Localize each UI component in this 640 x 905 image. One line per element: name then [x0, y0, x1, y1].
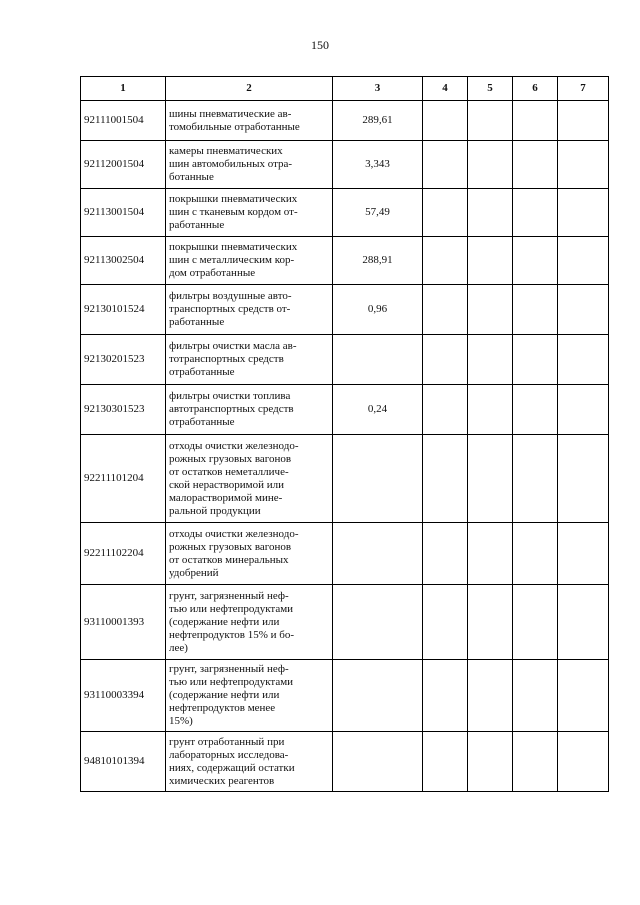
- waste-name-line: фильтры очистки масла ав-: [169, 340, 297, 352]
- empty-cell-col-4: [423, 335, 468, 385]
- waste-name-line: от остатков неметалличе-: [169, 465, 289, 478]
- empty-cell-col-4: [423, 189, 468, 237]
- empty-cell-col-6: [513, 101, 558, 141]
- empty-cell-col-4: [423, 237, 468, 285]
- empty-cell-col-4: [423, 435, 468, 523]
- waste-name-cell: [166, 335, 333, 385]
- empty-cell-col-7: [558, 585, 609, 660]
- waste-name-line: нефтепродуктов менее: [169, 702, 276, 714]
- quantity-cell: [333, 523, 423, 585]
- empty-cell-col-6: [513, 435, 558, 523]
- waste-code-cell: 92211101204: [81, 435, 166, 523]
- waste-name-line: грунт, загрязненный неф-: [169, 663, 289, 675]
- empty-cell-col-6: [513, 732, 558, 792]
- column-header-1: 1: [81, 77, 166, 101]
- waste-name-line: работанные: [169, 219, 225, 231]
- waste-name-line: 15%): [169, 715, 193, 727]
- empty-cell-col-5: [468, 732, 513, 792]
- waste-name-line: ской нерастворимой или: [169, 478, 285, 491]
- quantity-cell: 0,96: [333, 285, 423, 335]
- quantity-cell: 0,24: [333, 385, 423, 435]
- quantity-cell: 289,61: [333, 101, 423, 141]
- empty-cell-col-7: [558, 732, 609, 792]
- waste-name-line: тотранспортных средств: [169, 353, 284, 365]
- waste-name-line: отработанные: [169, 366, 235, 378]
- empty-cell-col-4: [423, 101, 468, 141]
- empty-cell-col-7: [558, 285, 609, 335]
- empty-cell-col-6: [513, 660, 558, 732]
- empty-cell-col-5: [468, 385, 513, 435]
- waste-name-cell: [166, 523, 333, 585]
- waste-name-line: отходы очистки железнодо-: [169, 439, 299, 452]
- waste-name-line: отходы очистки железнодо-: [169, 527, 299, 540]
- waste-name-line: фильтры воздушные авто-: [169, 290, 292, 302]
- waste-name-line: ботанные: [169, 171, 214, 183]
- waste-code-cell: 92130201523: [81, 335, 166, 385]
- waste-code-cell: 92211102204: [81, 523, 166, 585]
- empty-cell-col-7: [558, 435, 609, 523]
- table-row: [81, 732, 609, 792]
- waste-name-line: рожных грузовых вагонов: [169, 452, 292, 465]
- waste-code-cell: 93110003394: [81, 660, 166, 732]
- quantity-cell: [333, 660, 423, 732]
- empty-cell-col-5: [468, 435, 513, 523]
- empty-cell-col-5: [468, 101, 513, 141]
- table-row: [81, 385, 609, 435]
- empty-cell-col-6: [513, 335, 558, 385]
- waste-name-line: тью или нефтепродуктами: [169, 602, 294, 615]
- empty-cell-col-7: [558, 660, 609, 732]
- empty-cell-col-6: [513, 189, 558, 237]
- waste-name-line: камеры пневматических: [169, 145, 283, 157]
- waste-name-line: дом отработанные: [169, 267, 256, 279]
- table-row: [81, 660, 609, 732]
- waste-name-cell: [166, 660, 333, 732]
- column-header-6: 6: [513, 77, 558, 101]
- waste-name-line: рожных грузовых вагонов: [169, 540, 292, 553]
- waste-code-cell: 92111001504: [81, 101, 166, 141]
- waste-name-line: шин с тканевым кордом от-: [169, 206, 298, 218]
- empty-cell-col-6: [513, 237, 558, 285]
- waste-name-cell: [166, 189, 333, 237]
- waste-name-cell: [166, 585, 333, 660]
- empty-cell-col-4: [423, 585, 468, 660]
- empty-cell-col-6: [513, 523, 558, 585]
- empty-cell-col-7: [558, 189, 609, 237]
- waste-name-line: грунт, загрязненный неф-: [169, 589, 289, 602]
- waste-code-cell: 92113002504: [81, 237, 166, 285]
- waste-name-line: нефтепродуктов 15% и бо-: [169, 628, 295, 641]
- waste-name-line: работанные: [169, 316, 225, 328]
- table-row: [81, 523, 609, 585]
- column-header-3: 3: [333, 77, 423, 101]
- waste-name-cell: [166, 435, 333, 523]
- waste-code-cell: 92113001504: [81, 189, 166, 237]
- quantity-cell: 57,49: [333, 189, 423, 237]
- waste-table: [80, 76, 609, 792]
- table-row: [81, 335, 609, 385]
- empty-cell-col-5: [468, 585, 513, 660]
- waste-name-line: грунт отработанный при: [169, 735, 285, 748]
- waste-name-line: шин автомобильных отра-: [169, 158, 293, 170]
- empty-cell-col-4: [423, 732, 468, 792]
- empty-cell-col-4: [423, 385, 468, 435]
- empty-cell-col-4: [423, 141, 468, 189]
- waste-name-line: малорастворимой мине-: [169, 491, 283, 504]
- page-number: 150: [311, 38, 329, 52]
- waste-name-line: автотранспортных средств: [169, 403, 294, 415]
- header-row: [81, 77, 609, 101]
- column-header-5: 5: [468, 77, 513, 101]
- waste-name-cell: [166, 237, 333, 285]
- table-row: [81, 141, 609, 189]
- waste-name-line: транспортных средств от-: [169, 303, 291, 315]
- empty-cell-col-5: [468, 660, 513, 732]
- table-row: [81, 285, 609, 335]
- waste-name-line: тью или нефтепродуктами: [169, 676, 294, 688]
- waste-name-cell: [166, 732, 333, 792]
- waste-name-line: лее): [169, 641, 188, 654]
- empty-cell-col-7: [558, 523, 609, 585]
- waste-name-line: (содержание нефти или: [169, 615, 280, 628]
- waste-name-line: отработанные: [169, 416, 235, 428]
- waste-name-line: покрышки пневматических: [169, 193, 298, 205]
- waste-code-cell: 92130101524: [81, 285, 166, 335]
- column-header-4: 4: [423, 77, 468, 101]
- quantity-cell: [333, 585, 423, 660]
- waste-name-line: лабораторных исследова-: [169, 748, 289, 761]
- waste-name-line: шин с металлическим кор-: [169, 254, 295, 266]
- quantity-cell: [333, 335, 423, 385]
- waste-code-cell: 94810101394: [81, 732, 166, 792]
- empty-cell-col-5: [468, 335, 513, 385]
- empty-cell-col-5: [468, 285, 513, 335]
- empty-cell-col-6: [513, 141, 558, 189]
- waste-name-cell: [166, 141, 333, 189]
- waste-name-line: ниях, содержащий остатки: [169, 761, 295, 774]
- table-row: [81, 101, 609, 141]
- empty-cell-col-5: [468, 189, 513, 237]
- empty-cell-col-5: [468, 141, 513, 189]
- empty-cell-col-7: [558, 237, 609, 285]
- empty-cell-col-7: [558, 385, 609, 435]
- column-header-7: 7: [558, 77, 609, 101]
- waste-code-cell: 92130301523: [81, 385, 166, 435]
- quantity-cell: 288,91: [333, 237, 423, 285]
- empty-cell-col-7: [558, 101, 609, 141]
- waste-name-line: томобильные отработанные: [169, 120, 300, 133]
- empty-cell-col-4: [423, 660, 468, 732]
- empty-cell-col-7: [558, 141, 609, 189]
- waste-name-line: фильтры очистки топлива: [169, 390, 291, 402]
- empty-cell-col-5: [468, 523, 513, 585]
- waste-name-line: ральной продукции: [169, 504, 261, 517]
- column-header-2: 2: [166, 77, 333, 101]
- empty-cell-col-4: [423, 285, 468, 335]
- table-row: [81, 189, 609, 237]
- empty-cell-col-6: [513, 285, 558, 335]
- waste-name-cell: [166, 101, 333, 141]
- table-body: [81, 101, 609, 792]
- table-row: [81, 237, 609, 285]
- waste-name-line: шины пневматические ав-: [169, 107, 292, 120]
- empty-cell-col-6: [513, 585, 558, 660]
- waste-name-line: химических реагентов: [169, 774, 275, 787]
- empty-cell-col-7: [558, 335, 609, 385]
- table-row: [81, 435, 609, 523]
- waste-code-cell: 92112001504: [81, 141, 166, 189]
- empty-cell-col-4: [423, 523, 468, 585]
- waste-name-cell: [166, 285, 333, 335]
- quantity-cell: [333, 435, 423, 523]
- waste-name-line: (содержание нефти или: [169, 689, 280, 701]
- waste-code-cell: 93110001393: [81, 585, 166, 660]
- waste-name-cell: [166, 385, 333, 435]
- quantity-cell: [333, 732, 423, 792]
- quantity-cell: 3,343: [333, 141, 423, 189]
- empty-cell-col-6: [513, 385, 558, 435]
- waste-name-line: покрышки пневматических: [169, 241, 298, 253]
- empty-cell-col-5: [468, 237, 513, 285]
- waste-name-line: удобрений: [169, 566, 219, 579]
- table-row: [81, 585, 609, 660]
- waste-name-line: от остатков минеральных: [169, 553, 289, 566]
